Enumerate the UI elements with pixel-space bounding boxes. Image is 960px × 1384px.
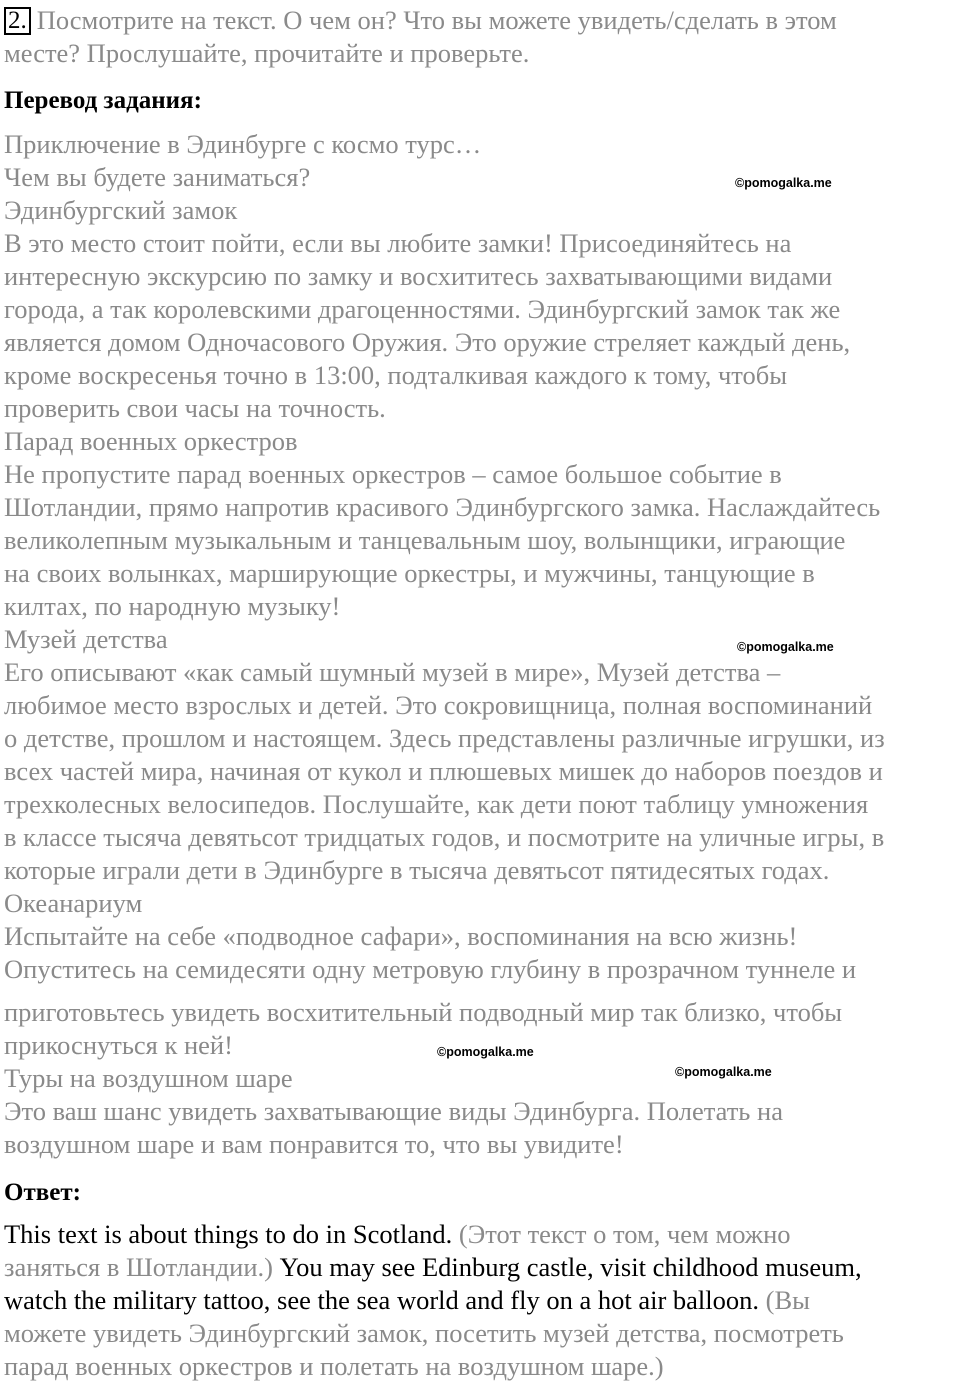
translation-line: Приключение в Эдинбурге с космо турс…	[4, 129, 482, 159]
task-prompt-line-2: месте? Прослушайте, прочитайте и проверьте.	[4, 38, 530, 68]
translation-line: Испытайте на себе «подводное сафари», воспоминания на всю жизнь!	[4, 921, 798, 951]
watermark: ©pomogalka.me	[735, 176, 832, 190]
translation-line: воздушном шаре и вам понравится то, что вы увидите!	[4, 1129, 624, 1159]
translation-line: В это место стоит пойти, если вы любите замки! Присоединяйтесь на	[4, 228, 792, 258]
translation-heading: Перевод задания:	[4, 87, 202, 114]
task-prompt-line-1: 2. Посмотрите на текст. О чем он? Что вы можете увидеть/сделать в этом	[4, 4, 837, 37]
translation-line: города, а так королевскими драгоценностями. Эдинбургский замок так же	[4, 294, 841, 324]
translation-line: Чем вы будете заниматься?	[4, 162, 311, 192]
answer-line: заняться в Шотландии.) You may see Edinburg castle, visit childhood museum,	[4, 1252, 862, 1282]
translation-line: в классе тысяча девятьсот тридцатых годов, и посмотрите на уличные игры, в	[4, 822, 885, 852]
translation-line: всех частей мира, начиная от кукол и плюшевых мишек до наборов поездов и	[4, 756, 883, 786]
translation-line: является домом Одночасового Оружия. Это оружие стреляет каждый день,	[4, 327, 851, 357]
watermark: ©pomogalka.me	[437, 1045, 534, 1059]
translation-line: килтах, по народную музыку!	[4, 591, 341, 621]
translation-line: Шотландии, прямо напротив красивого Эдинбургского замка. Наслаждайтесь	[4, 492, 881, 522]
translation-line: на своих волынках, марширующие оркестры, и мужчины, танцующие в	[4, 558, 815, 588]
translation-line: приготовьтесь увидеть восхитительный подводный мир так близко, чтобы	[4, 997, 843, 1027]
answer-line: парад военных оркестров и полетать на воздушном шаре.)	[4, 1351, 664, 1381]
answer-line: можете увидеть Эдинбургский замок, посетить музей детства, посмотреть	[4, 1318, 844, 1348]
translation-line: о детстве, прошлом и настоящем. Здесь представлены различные игрушки, из	[4, 723, 885, 753]
translation-line: Не пропустите парад военных оркестров – самое большое событие в	[4, 459, 782, 489]
translation-line: кроме воскресенья точно в 13:00, подталкивая каждого к тому, чтобы	[4, 360, 788, 390]
translation-line: интересную экскурсию по замку и восхититесь захватывающими видами	[4, 261, 833, 291]
section-title-tattoo: Парад военных оркестров	[4, 426, 298, 456]
translation-line: прикоснуться к ней!	[4, 1030, 233, 1060]
task-number: 2.	[4, 7, 31, 35]
section-title-castle: Эдинбургский замок	[4, 195, 238, 225]
translation-line: трехколесных велосипедов. Послушайте, как дети поют таблицу умножения	[4, 789, 869, 819]
watermark: ©pomogalka.me	[675, 1065, 772, 1079]
translation-line: Опуститесь на семидесяти одну метровую глубину в прозрачном туннеле и	[4, 954, 857, 984]
section-title-oceanarium: Океанариум	[4, 888, 143, 918]
translation-line: которые играли дети в Эдинбурге в тысяча девятьсот пятидесятых годах.	[4, 855, 830, 885]
watermark: ©pomogalka.me	[737, 640, 834, 654]
section-title-balloon: Туры на воздушном шаре	[4, 1063, 293, 1093]
translation-line: великолепным музыкальным и танцевальным шоу, волынщики, играющие	[4, 525, 846, 555]
translation-line: проверить свои часы на точность.	[4, 393, 386, 423]
section-title-museum: Музей детства	[4, 624, 168, 654]
answer-line: This text is about things to do in Scotland. (Этот текст о том, чем можно	[4, 1219, 791, 1249]
translation-line: Это ваш шанс увидеть захватывающие виды Эдинбурга. Полетать на	[4, 1096, 783, 1126]
translation-line: любимое место взрослых и детей. Это сокровищница, полная воспоминаний	[4, 690, 873, 720]
answer-heading: Ответ:	[4, 1179, 81, 1206]
answer-line: watch the military tattoo, see the sea world and fly on a hot air balloon. (Вы	[4, 1285, 810, 1315]
translation-line: Его описывают «как самый шумный музей в мире», Музей детства –	[4, 657, 781, 687]
